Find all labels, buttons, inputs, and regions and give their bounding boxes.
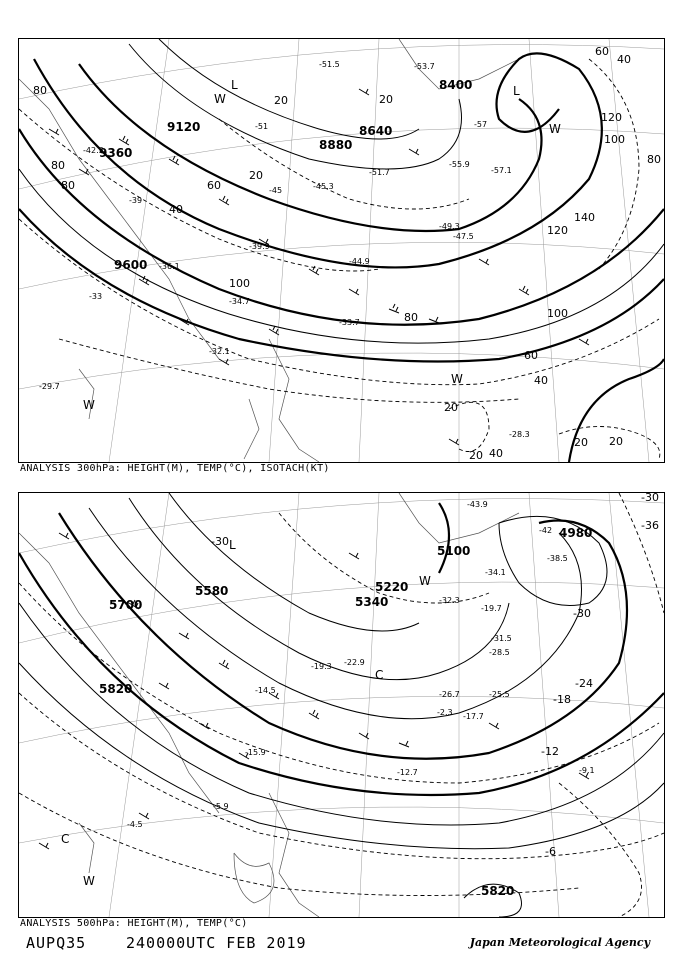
caption-300hpa: ANALYSIS 300hPa: HEIGHT(M), TEMP(°C), ISOTACH(KT) (20, 463, 330, 474)
chart-300hpa (18, 38, 665, 463)
valid-time: 240000UTC FEB 2019 (126, 934, 307, 952)
height-label: 4980 (559, 526, 593, 540)
height-label: 9360 (99, 146, 133, 160)
isotach-label: 20 (444, 401, 458, 414)
height-contours (19, 39, 664, 462)
warm-symbol: W (214, 92, 226, 106)
height-labels (99, 78, 472, 272)
height-label: 5220 (375, 580, 409, 594)
isotach-label: 140 (574, 211, 595, 224)
temp-label: -45.3 (313, 182, 334, 191)
warm-symbol: W (451, 372, 463, 386)
temp-label: -32.3 (439, 596, 460, 605)
warm-symbol: W (549, 122, 561, 136)
isotach-label: 20 (274, 94, 288, 107)
temp-label: -39.9 (249, 242, 270, 251)
temp-label: -31.5 (491, 634, 512, 643)
height-label: 8400 (439, 78, 473, 92)
temp-label: -49.3 (439, 222, 460, 231)
temp-label: -39 (129, 196, 143, 205)
caption-500hpa: ANALYSIS 500hPa: HEIGHT(M), TEMP(°C) (20, 918, 248, 929)
temp-label: -42 (539, 526, 553, 535)
isotach-label: 60 (207, 179, 221, 192)
temp-label: -12.7 (397, 768, 418, 777)
cold-symbol: C (375, 668, 384, 682)
isotach-label: 120 (601, 111, 622, 124)
temp-label: -29.7 (39, 382, 60, 391)
agency-name: Japan Meteorological Agency (469, 936, 650, 949)
isotach-label: 80 (404, 311, 418, 324)
temp-label: -28.5 (489, 648, 510, 657)
temp-label: -26.7 (439, 690, 460, 699)
warm-symbol: W (83, 874, 95, 888)
isotach-label: 20 (469, 449, 483, 462)
height-label: 5580 (195, 584, 229, 598)
temp-label: -5.9 (213, 802, 229, 811)
isotach-label: 80 (61, 179, 75, 192)
temp-label: -38.5 (547, 554, 568, 563)
temp-label: -34.7 (229, 297, 250, 306)
temp-label: -51 (255, 122, 269, 131)
temp-label: -2.3 (437, 708, 453, 717)
temp-label: -17.7 (463, 712, 484, 721)
temp-label: -47.5 (453, 232, 474, 241)
isotherm-label: -6 (545, 845, 556, 858)
isotach-label: 60 (524, 349, 538, 362)
height-label: 5820 (99, 682, 133, 696)
isotherm-label: -36 (641, 519, 659, 532)
isotach-label: 100 (547, 307, 568, 320)
isotach-label: 20 (609, 435, 623, 448)
temp-label: -4.5 (127, 820, 143, 829)
chart-code: AUPQ35 (26, 934, 87, 952)
temp-label: -22.9 (344, 658, 365, 667)
isotach-label: 40 (489, 447, 503, 460)
isotach-label: 120 (547, 224, 568, 237)
low-symbol: L (229, 538, 236, 552)
graticule (19, 39, 664, 462)
temp-label: -53.7 (414, 62, 435, 71)
temp-label: -33 (89, 292, 103, 301)
temp-label: -28.3 (509, 430, 530, 439)
temp-label: -25.5 (489, 690, 510, 699)
isotherm-label: -18 (553, 693, 571, 706)
temp-label: -19.3 (311, 662, 332, 671)
isotach-label: 80 (647, 153, 661, 166)
temp-label: -45 (269, 186, 283, 195)
cold-symbol: C (61, 832, 70, 846)
chart-300hpa-svg (19, 39, 664, 462)
temp-label: -55.9 (449, 160, 470, 169)
isotach-label: 20 (249, 169, 263, 182)
temp-label: -57 (474, 120, 488, 129)
isotach-labels (33, 45, 661, 462)
height-label: 5340 (355, 595, 389, 609)
isotherm-label: -12 (541, 745, 559, 758)
height-label: 5100 (437, 544, 471, 558)
isotach-label: 20 (379, 93, 393, 106)
low-symbol: L (231, 78, 238, 92)
height-label: 5700 (109, 598, 143, 612)
height-label: 9120 (167, 120, 201, 134)
isotach-label: 60 (595, 45, 609, 58)
low-symbol: L (513, 84, 520, 98)
height-label: 8640 (359, 124, 393, 138)
isotherm-label: -30 (641, 493, 659, 504)
temp-label: -57.1 (491, 166, 512, 175)
isotach-label: 20 (574, 436, 588, 449)
temp-label: -15.9 (245, 748, 266, 757)
isotach-label: 100 (229, 277, 250, 290)
height-label: 9600 (114, 258, 148, 272)
temp-label: -32.1 (209, 347, 230, 356)
isotherm-label: -30 (211, 535, 229, 548)
temp-label: -51.7 (369, 168, 390, 177)
temperature-labels (127, 500, 595, 829)
temp-label: -36.1 (159, 262, 180, 271)
isotherm-label: -30 (573, 607, 591, 620)
isotach-label: 40 (169, 203, 183, 216)
temp-label: -44.9 (349, 257, 370, 266)
isotach-label: 100 (604, 133, 625, 146)
temp-label: -43.9 (467, 500, 488, 509)
temp-label: -14.5 (255, 686, 276, 695)
chart-500hpa-svg (19, 493, 664, 917)
warm-symbol: W (83, 398, 95, 412)
temp-label: -51.5 (319, 60, 340, 69)
warm-symbol: W (419, 574, 431, 588)
isotach-label: 40 (617, 53, 631, 66)
height-label: 5820 (481, 884, 515, 898)
chart-500hpa (18, 492, 665, 918)
height-label: 8880 (319, 138, 353, 152)
isotherm-label: -24 (575, 677, 593, 690)
isotach-label: 80 (33, 84, 47, 97)
temp-label: -42.3 (83, 146, 104, 155)
isotherm-labels (211, 493, 659, 858)
isotach-label: 40 (534, 374, 548, 387)
temp-label: -33.7 (339, 318, 360, 327)
temp-label: -9.1 (579, 766, 595, 775)
isotach-label: 80 (51, 159, 65, 172)
temp-label: -34.1 (485, 568, 506, 577)
temp-label: -19.7 (481, 604, 502, 613)
